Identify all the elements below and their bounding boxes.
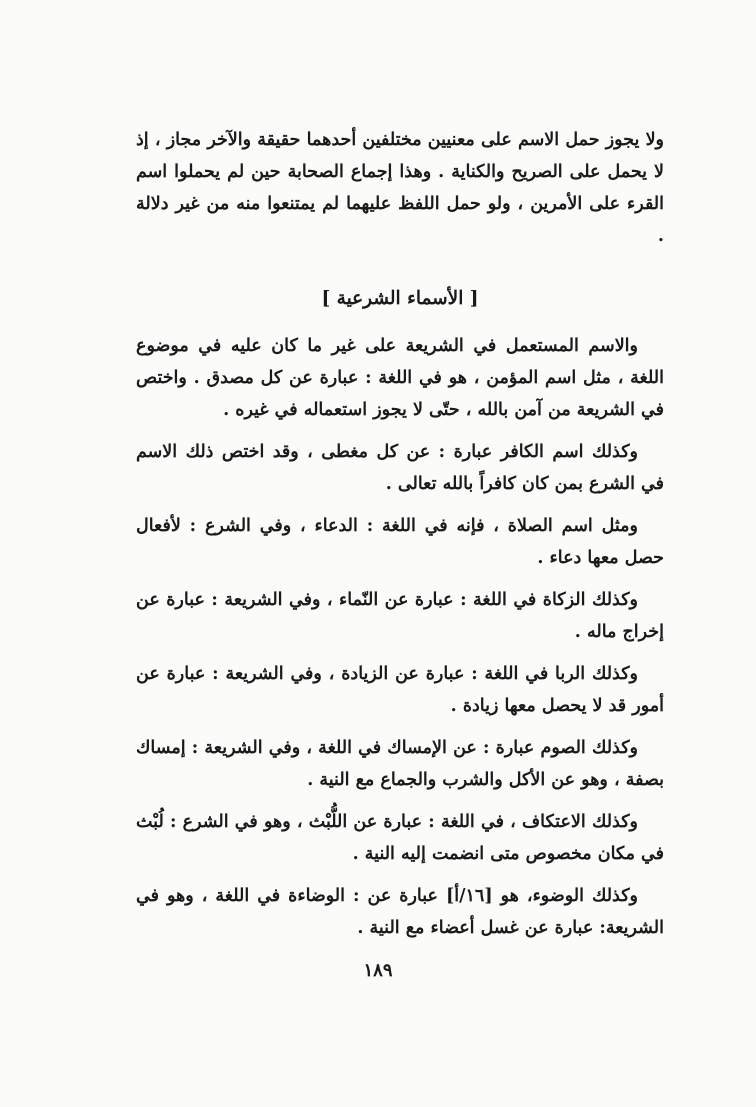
intro-paragraph [136, 124, 664, 252]
paragraph-wudu: وكذلك الوضوء، هو [١٦/أ] عبارة عن : الوضاءة في اللغة ، وهو في الشريعة: عبارة عن غسل أعضاء مع النية . [136, 886, 664, 938]
paragraph-sawm: وكذلك الصوم عبارة : عن الإمساك في اللغة ، وفي الشريعة : إمساك بصفة ، وهو عن الأكل والشرب والجماع مع النية . [136, 738, 664, 790]
paragraph: ولا يجوز حمل الاسم على معنيين مختلفين أحدهما حقيقة والآخر مجاز ، إذ لا يحمل على الصريح والكناية . وهذا إجماع الصحابة حين لم يحملوا اسم القرء على الأمرين ، ولو حمل اللفظ عليهما لم يمتنعوا منه من غير دلالة . [136, 130, 664, 246]
page-number: ١٨٩ [363, 960, 393, 981]
paragraph-riba: وكذلك الربا في اللغة : عبارة عن الزيادة ، وفي الشريعة : عبارة عن أمور قد لا يحصل معها زيادة . [136, 664, 664, 716]
paragraph-salah: ومثل اسم الصلاة ، فإنه في اللغة : الدعاء ، وفي الشرع : لأفعال حصل معها دعاء . [136, 516, 664, 568]
paragraph-kafir: وكذلك اسم الكافر عبارة : عن كل مغطى ، وقد اختص ذلك الاسم في الشرع بمن كان كافراً بالله تعالى . [136, 442, 664, 494]
paragraph-iman: والاسم المستعمل في الشريعة على غير ما كان عليه في موضوع اللغة ، مثل اسم المؤمن ، هو في اللغة : عبارة عن كل مصدق . واختص في الشريعة من آمن بالله ، حتّى لا يجوز استعماله في غيره . [136, 336, 664, 420]
paragraph-itikaf: وكذلك الاعتكاف ، في اللغة : عبارة عن اللُّبْث ، وهو في الشرع : لُبْث في مكان مخصوص متى انضمت إليه النية . [136, 812, 664, 864]
body-section [136, 330, 664, 954]
paragraph-zakah: وكذلك الزكاة في اللغة : عبارة عن النّماء ، وفي الشريعة : عبارة عن إخراج ماله . [136, 590, 664, 642]
section-heading: [ الأسماء الشرعية ] [321, 288, 479, 309]
